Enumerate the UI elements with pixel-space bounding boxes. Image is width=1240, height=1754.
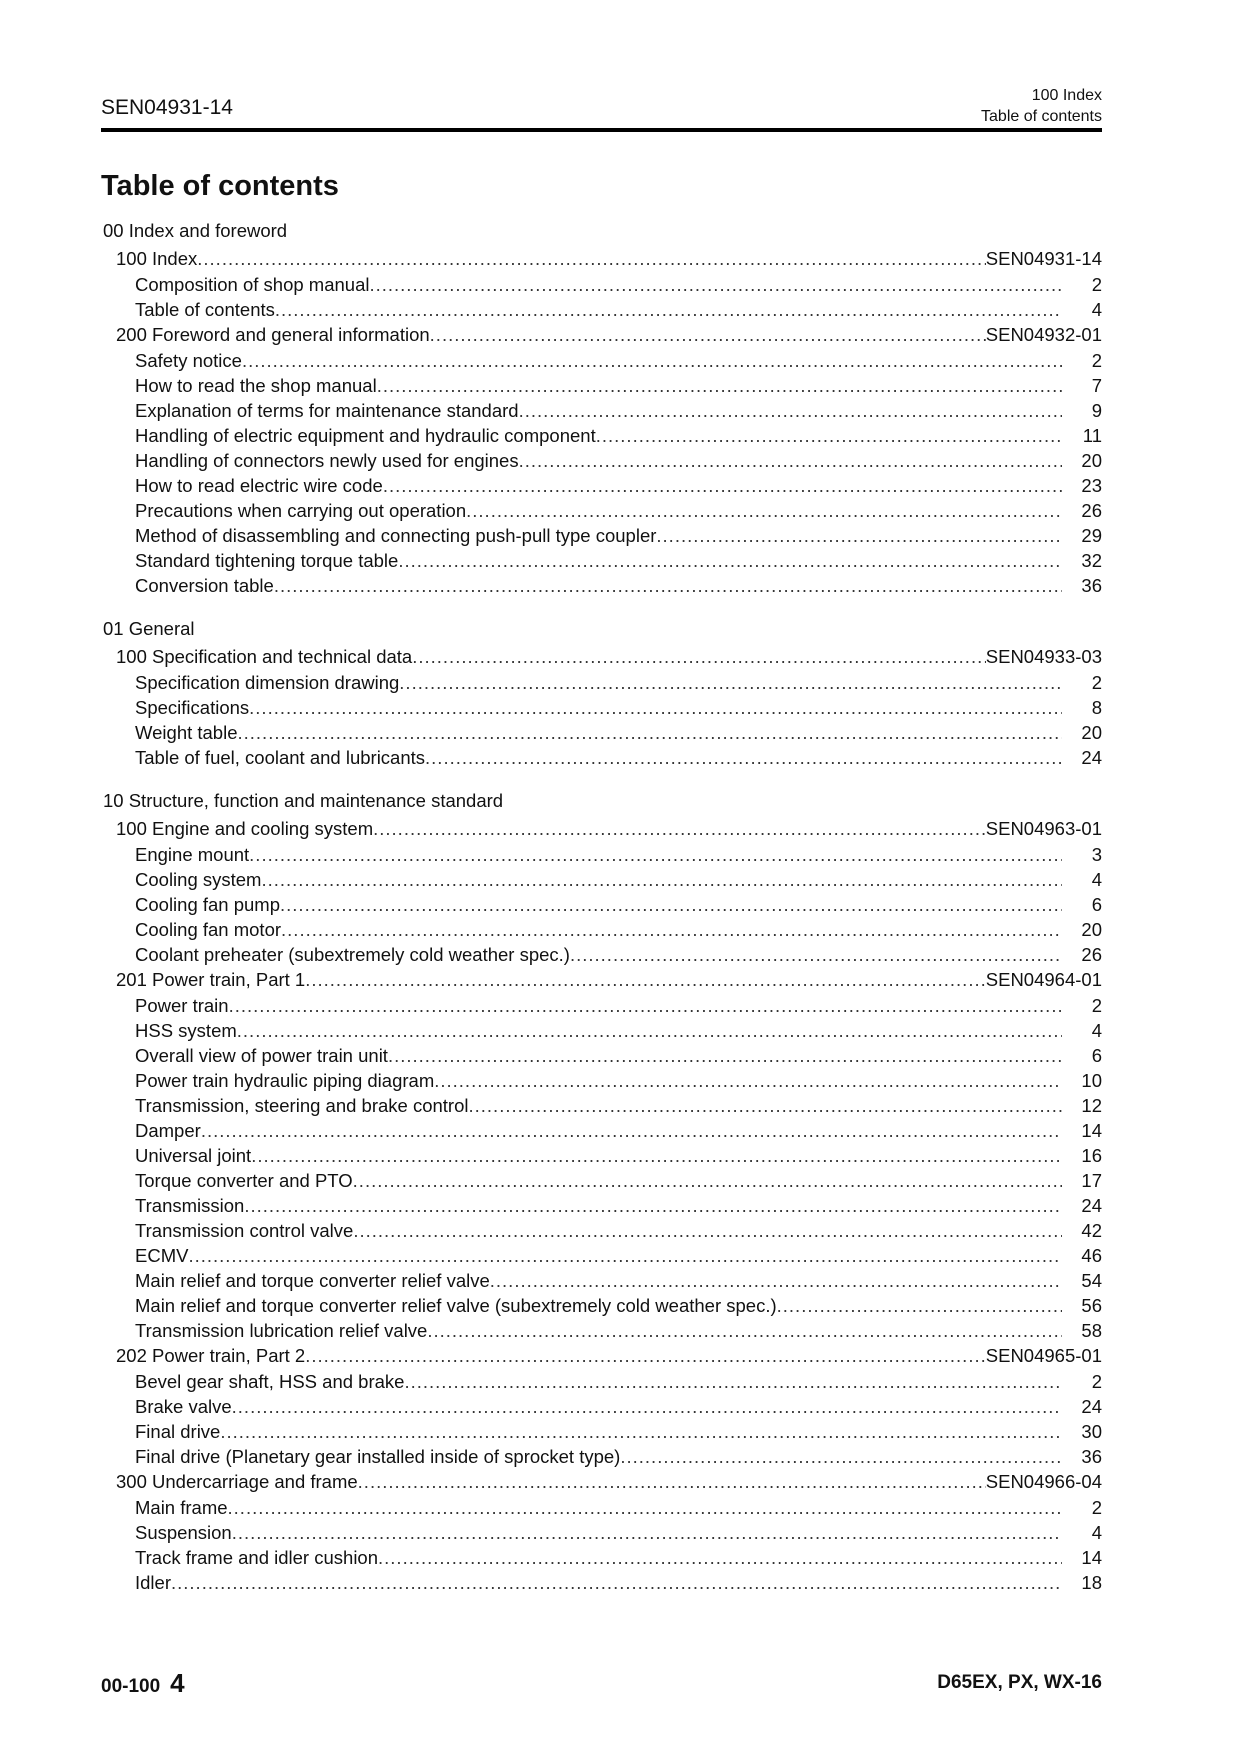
toc-entry-page: 24 bbox=[1081, 747, 1102, 768]
toc-entry-page: 4 bbox=[1091, 869, 1102, 890]
toc-entry-label: Method of disassembling and connecting push-pull type coupler bbox=[135, 525, 657, 546]
footer-model: D65EX, PX, WX-16 bbox=[937, 1672, 1102, 1693]
dot-leader bbox=[377, 373, 1062, 398]
toc-entry[interactable] bbox=[101, 1168, 1102, 1193]
toc-entry-page: 2 bbox=[1091, 274, 1102, 295]
dot-leader bbox=[466, 498, 1062, 523]
dot-leader bbox=[404, 1369, 1062, 1394]
dot-leader bbox=[201, 1118, 1062, 1143]
toc-entry-label: Precautions when carrying out operation bbox=[135, 500, 467, 521]
toc-entry[interactable] bbox=[101, 1043, 1102, 1068]
toc-entry-page: 8 bbox=[1091, 697, 1102, 718]
dot-leader bbox=[281, 917, 1062, 942]
toc-entry-label: Specification dimension drawing bbox=[135, 672, 400, 693]
toc-entry-label: Power train bbox=[135, 995, 229, 1016]
dot-leader bbox=[490, 1268, 1062, 1293]
toc-entry-page: 3 bbox=[1091, 844, 1102, 865]
toc-entry-page: 17 bbox=[1081, 1170, 1102, 1191]
dot-leader bbox=[398, 548, 1062, 573]
toc-entry-page: 20 bbox=[1081, 919, 1102, 940]
toc-entry-label: ECMV bbox=[135, 1245, 189, 1266]
toc-entry[interactable] bbox=[101, 670, 1102, 695]
toc-entry-label: Handling of connectors newly used for engines bbox=[135, 450, 519, 471]
toc-entry[interactable] bbox=[101, 573, 1102, 598]
toc-entry-label: Conversion table bbox=[135, 575, 274, 596]
toc-entry[interactable] bbox=[101, 1495, 1102, 1520]
dot-leader bbox=[388, 1043, 1062, 1068]
toc-entry[interactable] bbox=[101, 272, 1102, 297]
toc-entry[interactable] bbox=[101, 498, 1102, 523]
toc-entry[interactable] bbox=[101, 720, 1102, 745]
dot-leader bbox=[383, 473, 1062, 498]
toc-entry-page: 18 bbox=[1081, 1572, 1102, 1593]
running-header-subsection: Table of contents bbox=[981, 108, 1102, 125]
page-title: Table of contents bbox=[101, 170, 339, 202]
toc-entry-page: 26 bbox=[1081, 944, 1102, 965]
toc-entry-label: Brake valve bbox=[135, 1396, 232, 1417]
toc-entry-page: 2 bbox=[1091, 672, 1102, 693]
toc-entry-doc-number: SEN04964-01 bbox=[985, 969, 1102, 990]
dot-leader bbox=[777, 1293, 1062, 1318]
dot-leader bbox=[249, 695, 1062, 720]
toc-entry-label: Cooling system bbox=[135, 869, 262, 890]
toc-entry[interactable] bbox=[101, 1243, 1102, 1268]
dot-leader bbox=[434, 1068, 1062, 1093]
toc-entry-label: Transmission, steering and brake control bbox=[135, 1095, 469, 1116]
toc-entry-doc-number: SEN04932-01 bbox=[985, 324, 1102, 345]
dot-leader bbox=[596, 423, 1062, 448]
dot-leader bbox=[412, 644, 986, 669]
toc-entry-label: Torque converter and PTO bbox=[135, 1170, 353, 1191]
toc-entry-label: 200 Foreword and general information bbox=[116, 324, 430, 345]
toc-entry[interactable] bbox=[101, 917, 1102, 942]
dot-leader bbox=[305, 967, 986, 992]
toc-chapter-entry[interactable] bbox=[101, 322, 1102, 348]
toc-entry-page: 2 bbox=[1091, 995, 1102, 1016]
toc-entry-label: Overall view of power train unit bbox=[135, 1045, 388, 1066]
dot-leader bbox=[188, 1243, 1062, 1268]
toc-chapter-entry[interactable] bbox=[101, 1469, 1102, 1495]
toc-entry-doc-number: SEN04966-04 bbox=[985, 1471, 1102, 1492]
toc-entry-label: Standard tightening torque table bbox=[135, 550, 399, 571]
dot-leader bbox=[378, 1545, 1062, 1570]
toc-entry[interactable] bbox=[101, 398, 1102, 423]
footer-section-code: 00-100 bbox=[101, 1676, 161, 1697]
toc-entry-page: 58 bbox=[1081, 1320, 1102, 1341]
running-header-section: 100 Index bbox=[1031, 87, 1102, 104]
toc-entry-page: 30 bbox=[1081, 1421, 1102, 1442]
toc-entry-page: 14 bbox=[1081, 1547, 1102, 1568]
toc-entry-page: 24 bbox=[1081, 1195, 1102, 1216]
toc-entry-label: Track frame and idler cushion bbox=[135, 1547, 379, 1568]
toc-entry-doc-number: SEN04963-01 bbox=[985, 818, 1102, 839]
toc-entry-page: 32 bbox=[1081, 550, 1102, 571]
dot-leader bbox=[427, 1318, 1062, 1343]
toc-entry-page: 2 bbox=[1091, 1497, 1102, 1518]
dot-leader bbox=[244, 1193, 1062, 1218]
toc-entry-label: 201 Power train, Part 1 bbox=[116, 969, 306, 990]
toc-entry-label: How to read the shop manual bbox=[135, 375, 377, 396]
dot-leader bbox=[425, 745, 1062, 770]
toc-entry[interactable] bbox=[101, 297, 1102, 322]
toc-entry[interactable] bbox=[101, 473, 1102, 498]
dot-leader bbox=[656, 523, 1062, 548]
dot-leader bbox=[369, 272, 1062, 297]
dot-leader bbox=[232, 1394, 1062, 1419]
dot-leader bbox=[237, 1018, 1062, 1043]
toc-entry[interactable] bbox=[101, 1545, 1102, 1570]
toc-entry[interactable] bbox=[101, 373, 1102, 398]
toc-entry-label: Main frame bbox=[135, 1497, 228, 1518]
toc-entry[interactable] bbox=[101, 892, 1102, 917]
toc-entry[interactable] bbox=[101, 1118, 1102, 1143]
toc-entry-label: Handling of electric equipment and hydraulic component bbox=[135, 425, 596, 446]
toc-entry[interactable] bbox=[101, 1218, 1102, 1243]
toc-entry-label: Main relief and torque converter relief valve bbox=[135, 1270, 490, 1291]
dot-leader bbox=[197, 246, 986, 271]
toc-entry[interactable] bbox=[101, 1018, 1102, 1043]
toc-entry-label: Transmission control valve bbox=[135, 1220, 354, 1241]
toc-entry[interactable] bbox=[101, 1369, 1102, 1394]
dot-leader bbox=[358, 1469, 986, 1494]
toc-entry[interactable] bbox=[101, 1570, 1102, 1595]
toc-entry-page: 7 bbox=[1091, 375, 1102, 396]
toc-entry[interactable] bbox=[101, 1068, 1102, 1093]
running-header bbox=[981, 85, 1102, 127]
footer-page-number: 4 bbox=[170, 1668, 185, 1698]
toc-section bbox=[101, 218, 1102, 598]
toc-entry-label: Transmission bbox=[135, 1195, 245, 1216]
toc-entry-page: 14 bbox=[1081, 1120, 1102, 1141]
toc-entry[interactable] bbox=[101, 448, 1102, 473]
dot-leader bbox=[261, 867, 1062, 892]
toc-entry-label: Idler bbox=[135, 1572, 171, 1593]
toc-entry-label: Engine mount bbox=[135, 844, 250, 865]
toc-entry-page: 36 bbox=[1081, 575, 1102, 596]
toc-entry-label: How to read electric wire code bbox=[135, 475, 383, 496]
toc-entry[interactable] bbox=[101, 695, 1102, 720]
toc-entry[interactable] bbox=[101, 1093, 1102, 1118]
toc-entry[interactable] bbox=[101, 1520, 1102, 1545]
toc-section bbox=[101, 616, 1102, 770]
toc-entry-page: 10 bbox=[1081, 1070, 1102, 1091]
toc-entry-page: 29 bbox=[1081, 525, 1102, 546]
toc-entry-page: 24 bbox=[1081, 1396, 1102, 1417]
document-code: SEN04931-14 bbox=[101, 96, 233, 119]
toc-entry-page: 6 bbox=[1091, 1045, 1102, 1066]
toc-entry-label: Cooling fan pump bbox=[135, 894, 281, 915]
dot-leader bbox=[519, 448, 1062, 473]
dot-leader bbox=[620, 1444, 1062, 1469]
toc-entry-page: 12 bbox=[1081, 1095, 1102, 1116]
toc-entry[interactable] bbox=[101, 1419, 1102, 1444]
toc-entry[interactable] bbox=[101, 1268, 1102, 1293]
footer-page-ref bbox=[101, 1668, 185, 1699]
toc-chapter-entry[interactable] bbox=[101, 1343, 1102, 1369]
dot-leader bbox=[305, 1343, 986, 1368]
toc-chapter-entry[interactable] bbox=[101, 967, 1102, 993]
dot-leader bbox=[274, 573, 1062, 598]
toc-entry-label: Power train hydraulic piping diagram bbox=[135, 1070, 435, 1091]
toc-entry-page: 4 bbox=[1091, 1020, 1102, 1041]
toc-entry-page: 36 bbox=[1081, 1446, 1102, 1467]
toc-entry[interactable] bbox=[101, 1143, 1102, 1168]
toc-entry[interactable] bbox=[101, 942, 1102, 967]
toc-entry[interactable] bbox=[101, 1444, 1102, 1469]
dot-leader bbox=[469, 1093, 1063, 1118]
dot-leader bbox=[353, 1218, 1062, 1243]
toc-entry[interactable] bbox=[101, 423, 1102, 448]
toc-entry[interactable] bbox=[101, 348, 1102, 373]
header-rule bbox=[101, 128, 1102, 132]
toc-entry-label: Cooling fan motor bbox=[135, 919, 282, 940]
dot-leader bbox=[399, 670, 1062, 695]
toc-entry[interactable] bbox=[101, 1394, 1102, 1419]
toc-entry-page: 20 bbox=[1081, 722, 1102, 743]
toc-entry-label: Table of contents bbox=[135, 299, 275, 320]
toc-entry-label: Specifications bbox=[135, 697, 250, 718]
toc-entry-label: Coolant preheater (subextremely cold weather spec.) bbox=[135, 944, 570, 965]
dot-leader bbox=[232, 1520, 1062, 1545]
dot-leader bbox=[249, 842, 1062, 867]
toc-entry-label: HSS system bbox=[135, 1020, 237, 1041]
toc-entry-label: Table of fuel, coolant and lubricants bbox=[135, 747, 426, 768]
toc-entry-label: 100 Index bbox=[116, 248, 198, 269]
toc-entry-page: 2 bbox=[1091, 350, 1102, 371]
toc-entry-page: 46 bbox=[1081, 1245, 1102, 1266]
toc-entry-doc-number: SEN04931-14 bbox=[985, 248, 1102, 269]
toc-entry-page: 56 bbox=[1081, 1295, 1102, 1316]
toc-entry[interactable] bbox=[101, 842, 1102, 867]
dot-leader bbox=[570, 942, 1062, 967]
toc-entry[interactable] bbox=[101, 1193, 1102, 1218]
toc-section-title: 00 Index and foreword bbox=[103, 220, 288, 241]
toc-entry[interactable] bbox=[101, 867, 1102, 892]
dot-leader bbox=[228, 1495, 1062, 1520]
toc-entry-page: 4 bbox=[1091, 299, 1102, 320]
toc-entry-doc-number: SEN04933-03 bbox=[985, 646, 1102, 667]
toc-section bbox=[101, 788, 1102, 1595]
dot-leader bbox=[519, 398, 1062, 423]
toc-chapter-entry[interactable] bbox=[101, 816, 1102, 842]
toc-entry-label: Suspension bbox=[135, 1522, 232, 1543]
toc-entry[interactable] bbox=[101, 745, 1102, 770]
toc-entry-label: Universal joint bbox=[135, 1145, 252, 1166]
toc-entry-label: Main relief and torque converter relief valve (subextremely cold weather spec.) bbox=[135, 1295, 777, 1316]
toc-entry-label: 100 Engine and cooling system bbox=[116, 818, 374, 839]
toc-entry-label: Final drive bbox=[135, 1421, 221, 1442]
toc-entry-label: 300 Undercarriage and frame bbox=[116, 1471, 358, 1492]
toc-entry-page: 54 bbox=[1081, 1270, 1102, 1291]
dot-leader bbox=[238, 720, 1063, 745]
toc-entry[interactable] bbox=[101, 993, 1102, 1018]
dot-leader bbox=[373, 816, 986, 841]
dot-leader bbox=[430, 322, 986, 347]
toc-entry-page: 23 bbox=[1081, 475, 1102, 496]
toc-entry-page: 20 bbox=[1081, 450, 1102, 471]
dot-leader bbox=[229, 993, 1062, 1018]
toc-entry-label: Final drive (Planetary gear installed inside of sprocket type) bbox=[135, 1446, 621, 1467]
dot-leader bbox=[280, 892, 1062, 917]
toc-entry-label: Explanation of terms for maintenance standard bbox=[135, 400, 519, 421]
toc-entry-label: 100 Specification and technical data bbox=[116, 646, 413, 667]
toc-entry-page: 26 bbox=[1081, 500, 1102, 521]
table-of-contents bbox=[101, 218, 1102, 1613]
dot-leader bbox=[171, 1570, 1062, 1595]
toc-entry[interactable] bbox=[101, 523, 1102, 548]
toc-entry-label: Damper bbox=[135, 1120, 201, 1141]
toc-entry-label: 202 Power train, Part 2 bbox=[116, 1345, 306, 1366]
toc-entry-page: 4 bbox=[1091, 1522, 1102, 1543]
toc-chapter-entry[interactable] bbox=[101, 246, 1102, 272]
toc-entry-label: Bevel gear shaft, HSS and brake bbox=[135, 1371, 405, 1392]
toc-entry[interactable] bbox=[101, 1293, 1102, 1318]
toc-entry[interactable] bbox=[101, 1318, 1102, 1343]
toc-entry-page: 16 bbox=[1081, 1145, 1102, 1166]
toc-entry-label: Composition of shop manual bbox=[135, 274, 370, 295]
toc-entry-label: Weight table bbox=[135, 722, 238, 743]
toc-entry-page: 6 bbox=[1091, 894, 1102, 915]
toc-entry-doc-number: SEN04965-01 bbox=[985, 1345, 1102, 1366]
toc-entry-page: 2 bbox=[1091, 1371, 1102, 1392]
toc-entry-label: Transmission lubrication relief valve bbox=[135, 1320, 428, 1341]
toc-entry-page: 11 bbox=[1082, 425, 1102, 446]
dot-leader bbox=[242, 348, 1062, 373]
toc-section-title: 01 General bbox=[103, 618, 195, 639]
toc-chapter-entry[interactable] bbox=[101, 644, 1102, 670]
toc-section-title: 10 Structure, function and maintenance standard bbox=[103, 790, 504, 811]
dot-leader bbox=[251, 1143, 1062, 1168]
dot-leader bbox=[220, 1419, 1062, 1444]
toc-entry-page: 42 bbox=[1081, 1220, 1102, 1241]
dot-leader bbox=[275, 297, 1062, 322]
toc-entry[interactable] bbox=[101, 548, 1102, 573]
dot-leader bbox=[353, 1168, 1062, 1193]
toc-entry-page: 9 bbox=[1091, 400, 1102, 421]
toc-entry-label: Safety notice bbox=[135, 350, 242, 371]
